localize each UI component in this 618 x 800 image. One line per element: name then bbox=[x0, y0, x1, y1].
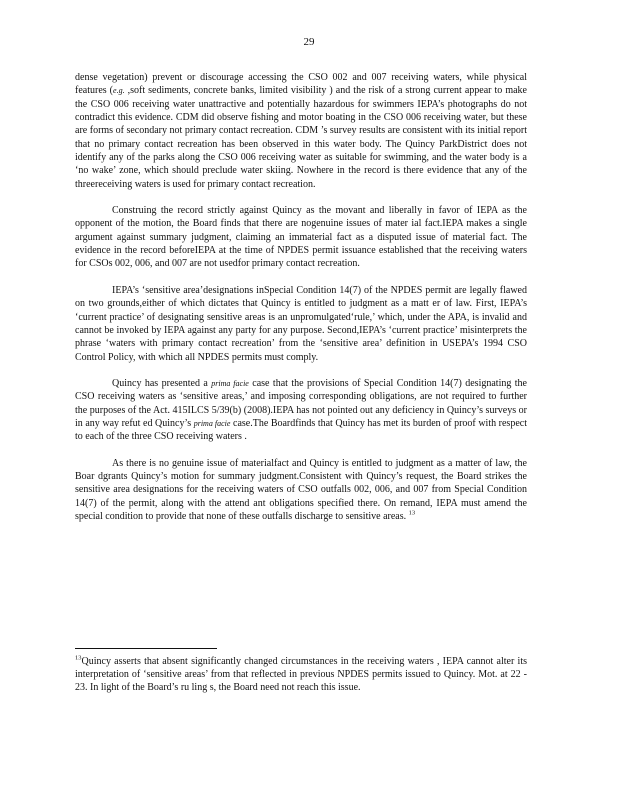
paragraph-3: IEPA’s ‘sensitive area’designations inSpecial Condition 14(7) of the NPDES permit are legally flawed on two grounds,either of which dictates that Quincy is entitled to judgment as a matt er of law. First, IEPA’s ‘current practice’ of designating sensitive areas is an unpromulgated‘rule,’ which, under the APA, is invalid and cannot be invoked by IEPA against any party for any purpose. Second,IEPA’s ‘current practice’ misinterprets the phrase ‘waters with primary contact recreation’ from the ‘sensitive area’ definition in USEPA’s 1994 CSO Control Policy, with which all NPDES permits must comply. bbox=[75, 284, 527, 363]
footnote-marker: 13 bbox=[75, 654, 82, 662]
footnote bbox=[75, 655, 527, 694]
eg-abbrev: e.g. bbox=[113, 86, 125, 96]
footnote-reference: 13 bbox=[408, 509, 416, 517]
paragraph-4-part-a: Quincy has presented a bbox=[112, 377, 208, 389]
page-number: 29 bbox=[303, 36, 315, 48]
footnote-divider bbox=[75, 648, 217, 649]
prima-facie-term: prima facie bbox=[211, 378, 249, 388]
paragraph-4-part-b: case that the provisions of Special Condition 14(7) designating the CSO receiving waters as ‘sensitive areas,’ and imposing corresponding obligations, are not required to further the purposes of the Act. 415ILCS 5/39(b) (2008).IEPA has not pointed out any deficiency in Quincy’s surveys or in any way refut ed Quincy’s bbox=[75, 377, 527, 429]
paragraph-2: Construing the record strictly against Quincy as the movant and liberally in favor of IEPA as the opponent of the motion, the Board finds that there are nogenuine issues of mater ial fact.IEPA makes a single argument against summary judgment, claiming an immaterial fact as a disputed issue of material fact. The evidence in the record beforeIEPA at the time of NPDES permit issuance established that the receiving waters for CSOs 002, 006, and 007 are not usedfor primary contact recreation. bbox=[75, 205, 527, 270]
paragraph-5-text: As there is no genuine issue of materialfact and Quincy is entitled to judgment as a matter of law, the Boar dgrants Quincy’s motion for summary judgment.Consistent with Quincy’s request, the Board strikes the sensitive area designations for the receiving waters of CSO outfalls 002, 006, and 007 from Special Condition 14(7) of the permit, along with the attend ant obligations specified there. On remand, IEPA must amend the special condition to provide that none of these outfalls discharge to sensitive areas. bbox=[75, 457, 527, 522]
paragraph-1-part-b: ,soft sediments, concrete banks, limited visibility ) and the risk of a strong current appear to make the CSO 006 receiving water unattractive and potentially hazardous for swimmers IEPA’s photographs do not contradict this evidence. CDM did observe fishing and motor boating in the CSO 006 receiving water, but these are forms of secondary not primary contact recreation. CDM ’s survey results are consistent with its initial report that no primary contact recreation has been observed in this water body. The Quincy ParkDistrict does not identify any of the parks along the CSO 006 receiving water as suitable for swimming, and the water body is a ‘no wake’ zone, which should preclude water skiing. Nowhere in the record is there evidence that any of the threereceiving waters is used for primary contact recreation. bbox=[75, 85, 527, 190]
paragraph-5 bbox=[75, 457, 527, 524]
paragraph-4 bbox=[75, 377, 527, 444]
body-text bbox=[75, 71, 527, 536]
prima-facie-term-2: prima facie bbox=[193, 418, 231, 428]
footnote-text: Quincy asserts that absent significantly changed circumstances in the receiving waters , IEPA cannot alter its interpretation of ‘sensitive areas’ from that reflected in previous NPDES permits issued to Quincy. Mot. at 22 - 23. In light of the Board’s ru ling s, the Board need not reach this issue. bbox=[75, 656, 527, 694]
paragraph-4-part-c: case.The Boardfinds that Quincy has met its burden of proof with respect to each of the three CSO receiving waters . bbox=[75, 417, 527, 443]
paragraph-1-part-a: dense vegetation) prevent or discourage accessing the CSO 002 and 007 receiving waters, while physical features ( bbox=[75, 72, 527, 97]
paragraph-1 bbox=[75, 71, 527, 191]
